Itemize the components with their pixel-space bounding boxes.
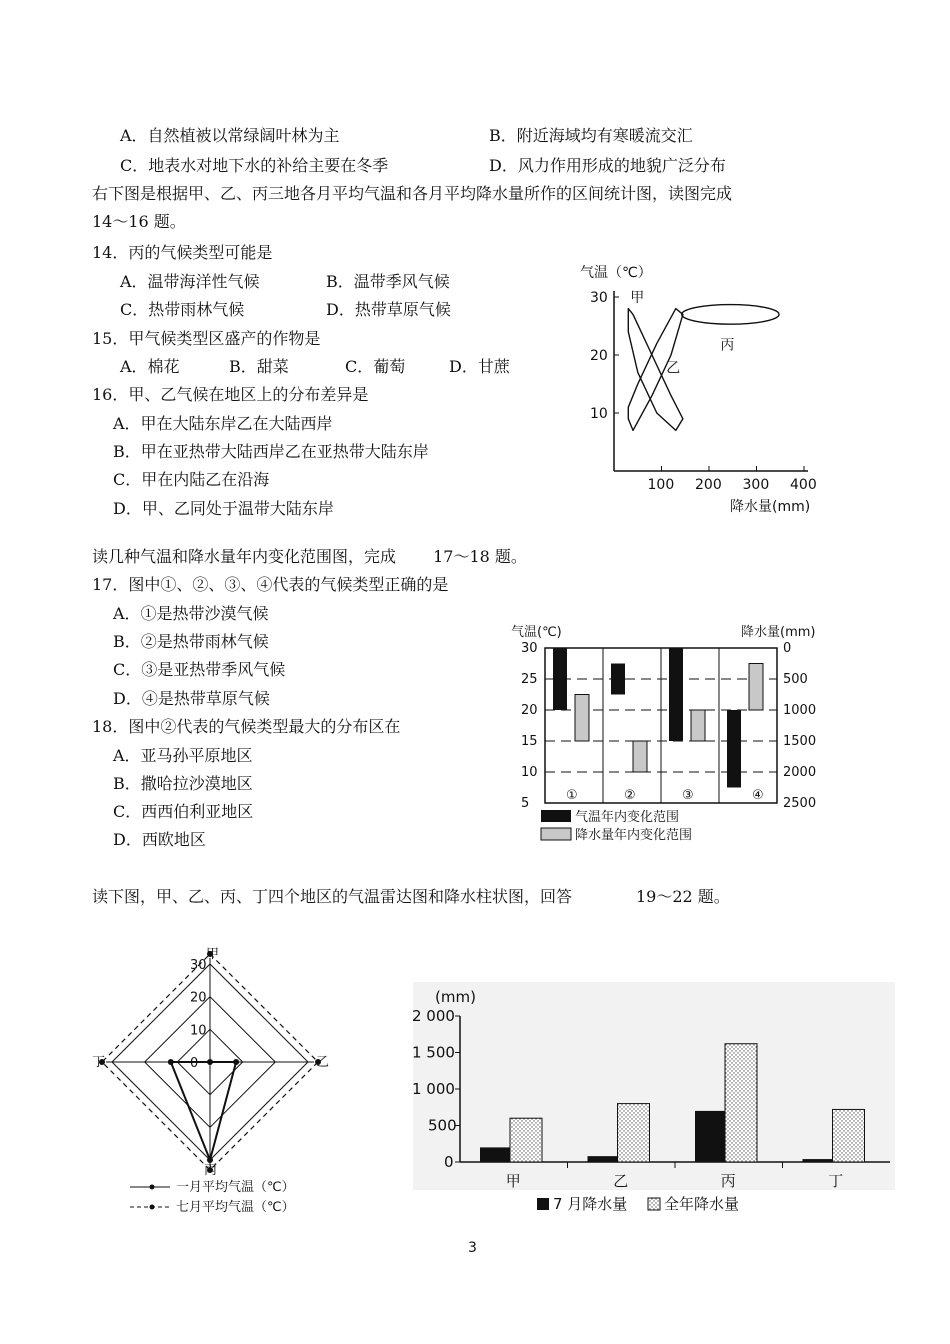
fig4-annual-bar — [833, 1109, 865, 1162]
q13-option-a: A．自然植被以常绿阔叶林为主 — [120, 126, 340, 145]
fig2-precip-bar — [575, 695, 589, 742]
fig2-left-tick-label: 30 — [521, 641, 538, 656]
fig2-right-tick-label: 1500 — [783, 734, 817, 749]
fig2-right-tick-label: 0 — [783, 641, 792, 656]
fig2-left-tick-label: 20 — [521, 703, 538, 718]
fig2-right-axis-title: 降水量(mm) — [741, 625, 816, 640]
fig2-precip-bar — [691, 710, 705, 741]
fig4-y-tick-label: 1 000 — [412, 1080, 455, 1098]
fig2-left-tick-label: 15 — [521, 734, 538, 749]
q17-option-d: D．④是热带草原气候 — [113, 689, 270, 708]
fig4-annual-bar — [725, 1044, 757, 1162]
fig4-july-bar — [803, 1159, 833, 1162]
fig4-y-tick-label: 500 — [428, 1116, 457, 1135]
q18-option-a: A．亚马孙平原地区 — [113, 746, 253, 765]
q14-option-c: C．热带雨林气候 — [120, 300, 245, 319]
fig1-x-tick-label: 100 — [647, 477, 675, 493]
fig2-right-tick-label: 2500 — [783, 796, 817, 811]
q18-stem: 18．图中②代表的气候类型最大的分布区在 — [92, 717, 401, 736]
fig3-legend-jan-marker — [150, 1185, 155, 1190]
fig2-range-bar-chart — [505, 620, 835, 848]
fig4-legend-july: 7 月降水量 — [553, 1195, 628, 1213]
fig2-legend-precip-swatch — [541, 828, 571, 840]
fig3-temperature-radar — [90, 940, 350, 1220]
q16-option-d: D．甲、乙同处于温带大陆东岸 — [113, 499, 334, 518]
page-number: 3 — [468, 1240, 477, 1256]
q14-option-a: A．温带海洋性气候 — [120, 272, 260, 291]
q16-option-b: B．甲在亚热带大陆西岸乙在亚热带大陆东岸 — [113, 442, 429, 461]
q14-option-d: D．热带草原气候 — [326, 300, 451, 319]
fig2-left-axis-title: 气温(℃) — [511, 625, 562, 640]
fig4-category-label: 乙 — [613, 1172, 629, 1190]
fig3-ring-label: 20 — [190, 990, 207, 1006]
fig1-x-tick-label: 200 — [695, 477, 722, 493]
fig1-climate-range-chart — [570, 255, 830, 520]
fig3-axis-yi: 乙 — [316, 1055, 330, 1070]
fig2-temp-bar — [611, 664, 625, 695]
fig2-precip-bar — [749, 664, 763, 711]
q16-stem: 16．甲、乙气候在地区上的分布差异是 — [92, 385, 369, 404]
fig3-legend-jan: 一月平均气温（℃） — [176, 1180, 295, 1195]
fig2-temp-bar — [553, 648, 567, 710]
q15-option-a: A．棉花 — [120, 357, 180, 376]
fig1-label-jia: 甲 — [630, 290, 645, 306]
fig1-y-tick-label: 30 — [590, 290, 608, 306]
fig4-july-bar — [588, 1156, 618, 1162]
intro-14-line2: 14～16 题。 — [92, 212, 186, 231]
fig4-y-unit: (mm) — [435, 988, 476, 1006]
intro-17: 读几种气温和降水量年内变化范围图，完成 17～18 题。 — [92, 547, 527, 566]
fig3-axis-jia: 甲 — [206, 947, 220, 962]
fig3-ring-label: 10 — [190, 1023, 207, 1039]
fig2-right-tick-label: 500 — [783, 672, 808, 687]
fig2-left-tick-label: 25 — [521, 672, 538, 687]
fig2-legend-precip: 降水量年内变化范围 — [575, 828, 693, 843]
fig4-july-bar — [480, 1147, 510, 1162]
q18-option-b: B．撒哈拉沙漠地区 — [113, 774, 253, 793]
q13-option-d: D．风力作用形成的地貌广泛分布 — [489, 156, 726, 175]
fig1-label-bing: 丙 — [720, 337, 735, 354]
fig3-axis-ding: 丁 — [92, 1055, 106, 1070]
fig3-point — [168, 1059, 174, 1065]
fig2-temp-bar — [669, 648, 683, 741]
fig4-legend-annual-swatch — [648, 1198, 660, 1210]
fig4-y-tick-label: 1 500 — [412, 1043, 455, 1062]
fig4-y-tick-label: 0 — [444, 1153, 454, 1171]
intro-14-line1: 右下图是根据甲、乙、丙三地各月平均气温和各月平均降水量所作的区间统计图，读图完成 — [92, 184, 733, 203]
fig3-legend-jul-marker — [150, 1205, 155, 1210]
fig4-category-label: 丙 — [720, 1172, 736, 1190]
q18-option-d: D．西欧地区 — [113, 830, 206, 849]
fig2-legend-temp: 气温年内变化范围 — [575, 810, 680, 825]
q17-option-c: C．③是亚热带季风气候 — [113, 660, 286, 679]
fig1-y-tick-label: 10 — [590, 406, 608, 422]
q13-option-b: B．附近海域均有寒暖流交汇 — [489, 126, 693, 145]
q15-option-b: B．甜菜 — [229, 357, 289, 376]
q14-option-b: B．温带季风气候 — [326, 272, 450, 291]
fig2-legend-temp-swatch — [541, 810, 571, 822]
fig3-ring-label: 0 — [190, 1056, 199, 1071]
fig2-left-tick-label: 10 — [521, 765, 538, 780]
fig3-ring-label: 30 — [190, 958, 207, 973]
fig2-left-tick-label: 5 — [521, 796, 530, 811]
fig1-x-axis-title: 降水量(mm) — [730, 499, 811, 515]
fig4-precipitation-bar-chart — [405, 980, 900, 1220]
fig2-panel-label: ④ — [752, 788, 764, 803]
fig4-july-bar — [695, 1111, 725, 1162]
fig3-axis-bing: 丙 — [204, 1163, 218, 1178]
fig4-annual-bar — [618, 1104, 650, 1162]
fig2-panel-label: ③ — [682, 788, 694, 803]
fig3-legend-jul: 七月平均气温（℃） — [176, 1200, 295, 1215]
fig1-y-axis-title: 气温（℃） — [580, 265, 652, 281]
fig1-x-tick-label: 400 — [790, 477, 817, 493]
q17-option-b: B．②是热带雨林气候 — [113, 632, 269, 651]
fig3-point — [207, 1059, 213, 1065]
fig1-ellipse-bing — [682, 305, 779, 325]
q15-option-c: C．葡萄 — [345, 357, 406, 376]
q16-option-c: C．甲在内陆乙在沿海 — [113, 470, 270, 489]
fig4-legend-annual: 全年降水量 — [664, 1195, 740, 1213]
fig2-panel-label: ① — [566, 788, 578, 803]
fig4-category-label: 丁 — [828, 1172, 844, 1190]
fig4-annual-bar — [510, 1118, 542, 1162]
fig2-right-tick-label: 2000 — [783, 765, 817, 780]
fig4-legend-july-swatch — [537, 1198, 549, 1210]
fig1-y-tick-label: 20 — [590, 348, 608, 364]
fig1-label-yi: 乙 — [666, 360, 681, 377]
fig2-right-tick-label: 1000 — [783, 703, 817, 718]
fig1-x-tick-label: 300 — [742, 477, 770, 493]
q14-stem: 14．丙的气候类型可能是 — [92, 243, 273, 262]
q13-option-c: C．地表水对地下水的补给主要在冬季 — [120, 156, 389, 175]
fig2-precip-bar — [633, 741, 647, 772]
fig3-point — [233, 1059, 239, 1065]
fig4-category-label: 甲 — [505, 1172, 521, 1190]
q17-option-a: A．①是热带沙漠气候 — [113, 604, 269, 623]
q18-option-c: C．西西伯利亚地区 — [113, 802, 254, 821]
q15-option-d: D．甘蔗 — [449, 357, 510, 376]
q16-option-a: A．甲在大陆东岸乙在大陆西岸 — [113, 414, 333, 433]
intro-19: 读下图，甲、乙、丙、丁四个地区的气温雷达图和降水柱状图，回答 19～22 题。 — [92, 887, 730, 906]
q17-stem: 17．图中①、②、③、④代表的气候类型正确的是 — [92, 575, 449, 594]
q15-stem: 15．甲气候类型区盛产的作物是 — [92, 329, 321, 348]
fig4-y-tick-label: 2 000 — [412, 1007, 455, 1025]
fig2-temp-bar — [727, 710, 741, 788]
fig2-panel-label: ② — [624, 788, 636, 803]
